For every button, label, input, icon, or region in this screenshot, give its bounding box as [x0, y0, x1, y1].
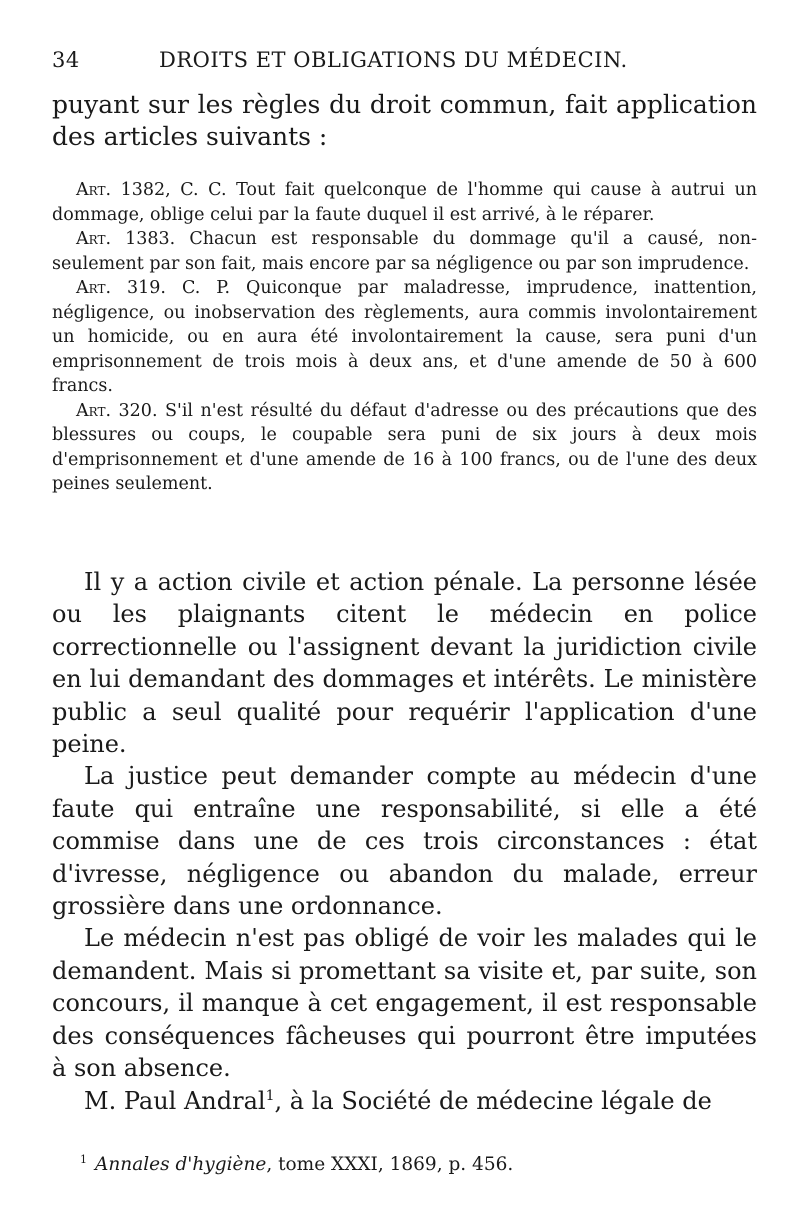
paragraph-andral	[52, 1085, 757, 1117]
paragraph-justice: La justice peut demander compte au médecin d'une faute qui entraîne une responsabilité, si elle a été commise dans une de ces trois circonstances : état d'ivresse, négligence ou abandon du malade, erreur grossière dans une ordonnance.	[52, 762, 757, 921]
legal-articles	[52, 178, 757, 497]
article-ref: Art. 320.	[76, 400, 158, 421]
andral-text-end: , à la Société de médecine légale de	[274, 1086, 712, 1115]
intro-paragraph: puyant sur les règles du droit commun, fait application des articles suivants :	[52, 90, 757, 151]
running-head: DROITS ET OBLIGATIONS DU MÉDECIN.	[159, 48, 628, 72]
paragraph-actions: Il y a action civile et action pénale. La personne lésée ou les plaignants citent le médecin en police correctionnelle ou l'assignent devant la juridiction civile en lui demandant des dommages et intérêts. Le ministère public a seul qualité pour requérir l'application d'une peine.	[52, 568, 757, 759]
article-text: S'il n'est résulté du défaut d'adresse ou des précautions que des blessures ou coups, le coupable sera puni de six jours à deux mois d'emprisonnement et d'une amende de 16 à 100 francs, ou de l'une des deux peines seulement.	[52, 400, 758, 494]
body-text	[52, 566, 757, 1117]
footnote	[80, 1148, 740, 1177]
article-319	[52, 276, 757, 399]
article-1382	[52, 178, 757, 227]
footnote-mark: 1	[80, 1153, 87, 1166]
footnote-reference: 1	[265, 1087, 275, 1104]
article-ref: Art. 319. C. P.	[76, 278, 231, 298]
page-number: 34	[52, 48, 80, 72]
andral-text-start: M. Paul Andral	[84, 1086, 266, 1115]
footnote-source: Annales d'hygiène	[95, 1154, 267, 1176]
article-text: Quiconque par maladresse, imprudence, inattention, négligence, ou inobservation des règlements, aura commis involontairement un homicide, ou en aura été involontairement la cause, sera puni d'un emprisonnement de trois mois à deux ans, et d'une amende de 50 à 600 francs.	[52, 278, 757, 396]
article-320	[52, 399, 757, 497]
article-1383	[52, 227, 757, 276]
article-text: Chacun est responsable du dommage qu'il a causé, non-seulement par son fait, mais encore par sa négligence ou par son imprudence.	[52, 229, 757, 274]
page-header	[52, 44, 757, 80]
footnote-details: , tome XXXI, 1869, p. 456.	[266, 1154, 514, 1176]
paragraph-obligation: Le médecin n'est pas obligé de voir les malades qui le demandent. Mais si promettant sa visite et, par suite, son concours, il manque à cet engagement, il est responsable des conséquences fâcheuses qui pourront être imputées à son absence.	[52, 924, 757, 1083]
article-text: Tout fait quelconque de l'homme qui cause à autrui un dommage, oblige celui par la faute duquel il est arrivé, à le réparer.	[52, 180, 757, 225]
article-ref: Art. 1383.	[76, 229, 176, 249]
article-ref: Art. 1382, C. C.	[76, 180, 227, 200]
